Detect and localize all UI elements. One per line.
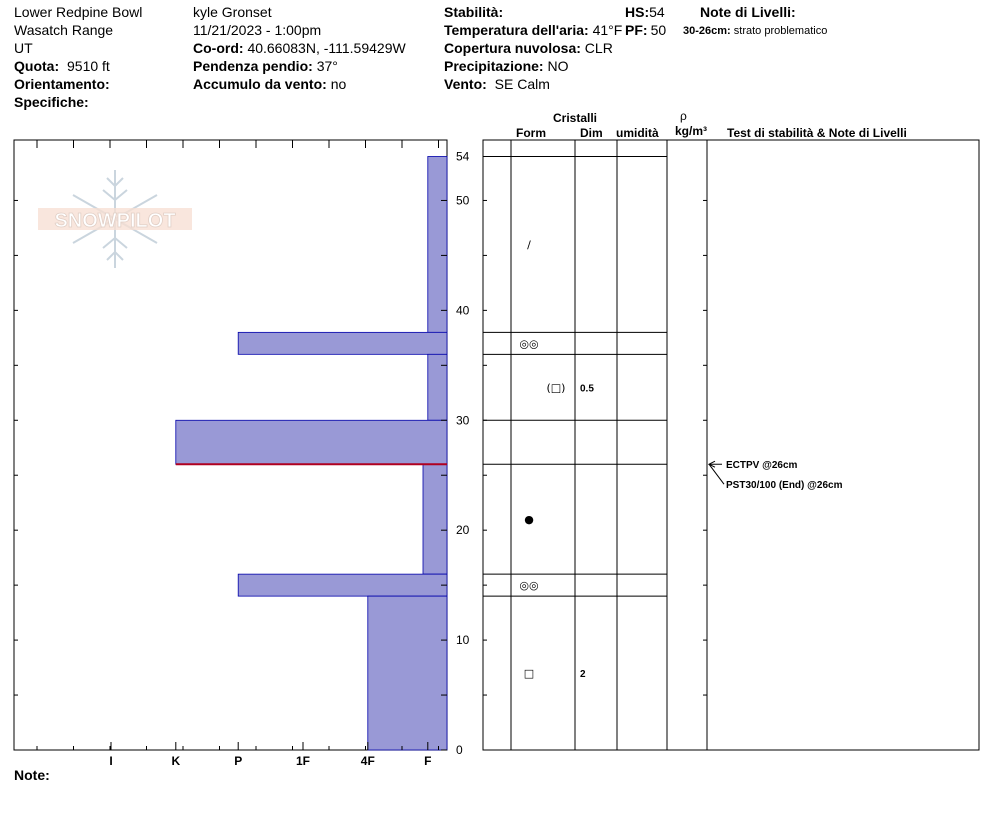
aspect-label: Orientamento: bbox=[14, 76, 110, 92]
y-tick-label: 0 bbox=[456, 743, 463, 757]
y-tick-label: 30 bbox=[456, 413, 470, 428]
hardness-layer-bar bbox=[238, 332, 447, 354]
crystals-header: Cristalli bbox=[553, 111, 598, 125]
hardness-layer-bar bbox=[368, 596, 447, 750]
hardness-layer-bar bbox=[423, 464, 447, 574]
layer-note-text: strato problematico bbox=[733, 25, 828, 37]
x-tick-label: K bbox=[171, 754, 181, 768]
elevation-value: 9510 ft bbox=[67, 58, 110, 74]
grain-size-label: 2 bbox=[580, 669, 586, 681]
specifics-label: Specifiche: bbox=[14, 94, 89, 110]
rho-header: ρ bbox=[680, 109, 687, 123]
stability-test-label: PST30/100 (End) @26cm bbox=[726, 480, 843, 492]
grain-form-symbol: ● bbox=[524, 513, 534, 527]
location-name: Lower Redpine Bowl bbox=[14, 4, 143, 20]
hs-value: 54 bbox=[649, 4, 665, 20]
slope-value: 37° bbox=[316, 58, 338, 74]
hardness-layer-bar bbox=[428, 156, 447, 332]
precip-label: Precipitazione: bbox=[444, 58, 544, 74]
hardness-layer-bar bbox=[176, 420, 447, 464]
pf-label: PF: bbox=[625, 22, 648, 38]
grain-size-label: 0.5 bbox=[580, 383, 594, 395]
y-tick-label: 40 bbox=[456, 303, 470, 318]
crystal-panel bbox=[483, 140, 979, 750]
size-header: Dim bbox=[580, 126, 603, 140]
elevation-label: Quota: bbox=[14, 58, 60, 74]
y-tick-label: 54 bbox=[456, 149, 470, 164]
stability-test-label: ECTPV @26cm bbox=[726, 460, 798, 472]
tests-header: Test di stabilità & Note di Livelli bbox=[727, 126, 907, 140]
hardness-layer-bar bbox=[238, 574, 447, 596]
air-temp-value: 41°F bbox=[592, 22, 623, 38]
stability-label: Stabilità: bbox=[444, 4, 504, 20]
layer-note-depth: 30-26cm: bbox=[683, 25, 731, 37]
state: UT bbox=[14, 40, 33, 56]
coord-value: 40.66083N, -111.59429W bbox=[247, 40, 406, 56]
hs-label: HS: bbox=[625, 4, 650, 20]
x-tick-label: 4F bbox=[360, 754, 375, 768]
wind-label: Vento: bbox=[444, 76, 487, 92]
moisture-header: umidità bbox=[616, 126, 659, 140]
snowpilot-logo bbox=[38, 170, 192, 268]
cloud-value: CLR bbox=[584, 40, 613, 56]
layer-notes-label: Note di Livelli: bbox=[700, 4, 796, 20]
mountain-range: Wasatch Range bbox=[14, 22, 114, 38]
air-temp-label: Temperatura dell'aria: bbox=[444, 22, 589, 38]
x-tick-label: F bbox=[424, 754, 432, 768]
wind-loading-label: Accumulo da vento: bbox=[193, 76, 327, 92]
slope-label: Pendenza pendio: bbox=[193, 58, 313, 74]
notes-label: Note: bbox=[14, 767, 50, 783]
x-tick-label: I bbox=[109, 754, 113, 768]
coord-label: Co-ord: bbox=[193, 40, 244, 56]
y-tick-label: 10 bbox=[456, 633, 470, 648]
datetime: 11/21/2023 - 1:00pm bbox=[193, 22, 322, 38]
grain-form-symbol: (□) bbox=[546, 381, 566, 395]
logo-text: SNOWPILOT bbox=[54, 210, 176, 232]
pf-value: 50 bbox=[650, 22, 667, 38]
wind-loading-value: no bbox=[330, 76, 347, 92]
hardness-plot bbox=[14, 140, 470, 768]
grain-form-symbol: ◎◎ bbox=[519, 337, 539, 351]
density-unit-header: kg/m³ bbox=[675, 124, 708, 138]
x-tick-label: 1F bbox=[295, 754, 311, 768]
test-arrow-line bbox=[709, 464, 724, 484]
precip-value: NO bbox=[547, 58, 569, 74]
form-header: Form bbox=[516, 126, 546, 140]
y-tick-label: 50 bbox=[456, 193, 470, 208]
y-tick-label: 20 bbox=[456, 523, 470, 538]
x-tick-label: P bbox=[234, 754, 243, 768]
grain-form-symbol: / bbox=[527, 238, 531, 252]
observer: kyle Gronset bbox=[193, 4, 272, 20]
hardness-layer-bar bbox=[428, 354, 447, 420]
grain-form-symbol: □ bbox=[523, 667, 535, 681]
grain-form-symbol: ◎◎ bbox=[519, 579, 539, 593]
cloud-label: Copertura nuvolosa: bbox=[444, 40, 581, 56]
crystal-frame bbox=[483, 140, 979, 750]
wind-value: SE Calm bbox=[494, 76, 550, 92]
